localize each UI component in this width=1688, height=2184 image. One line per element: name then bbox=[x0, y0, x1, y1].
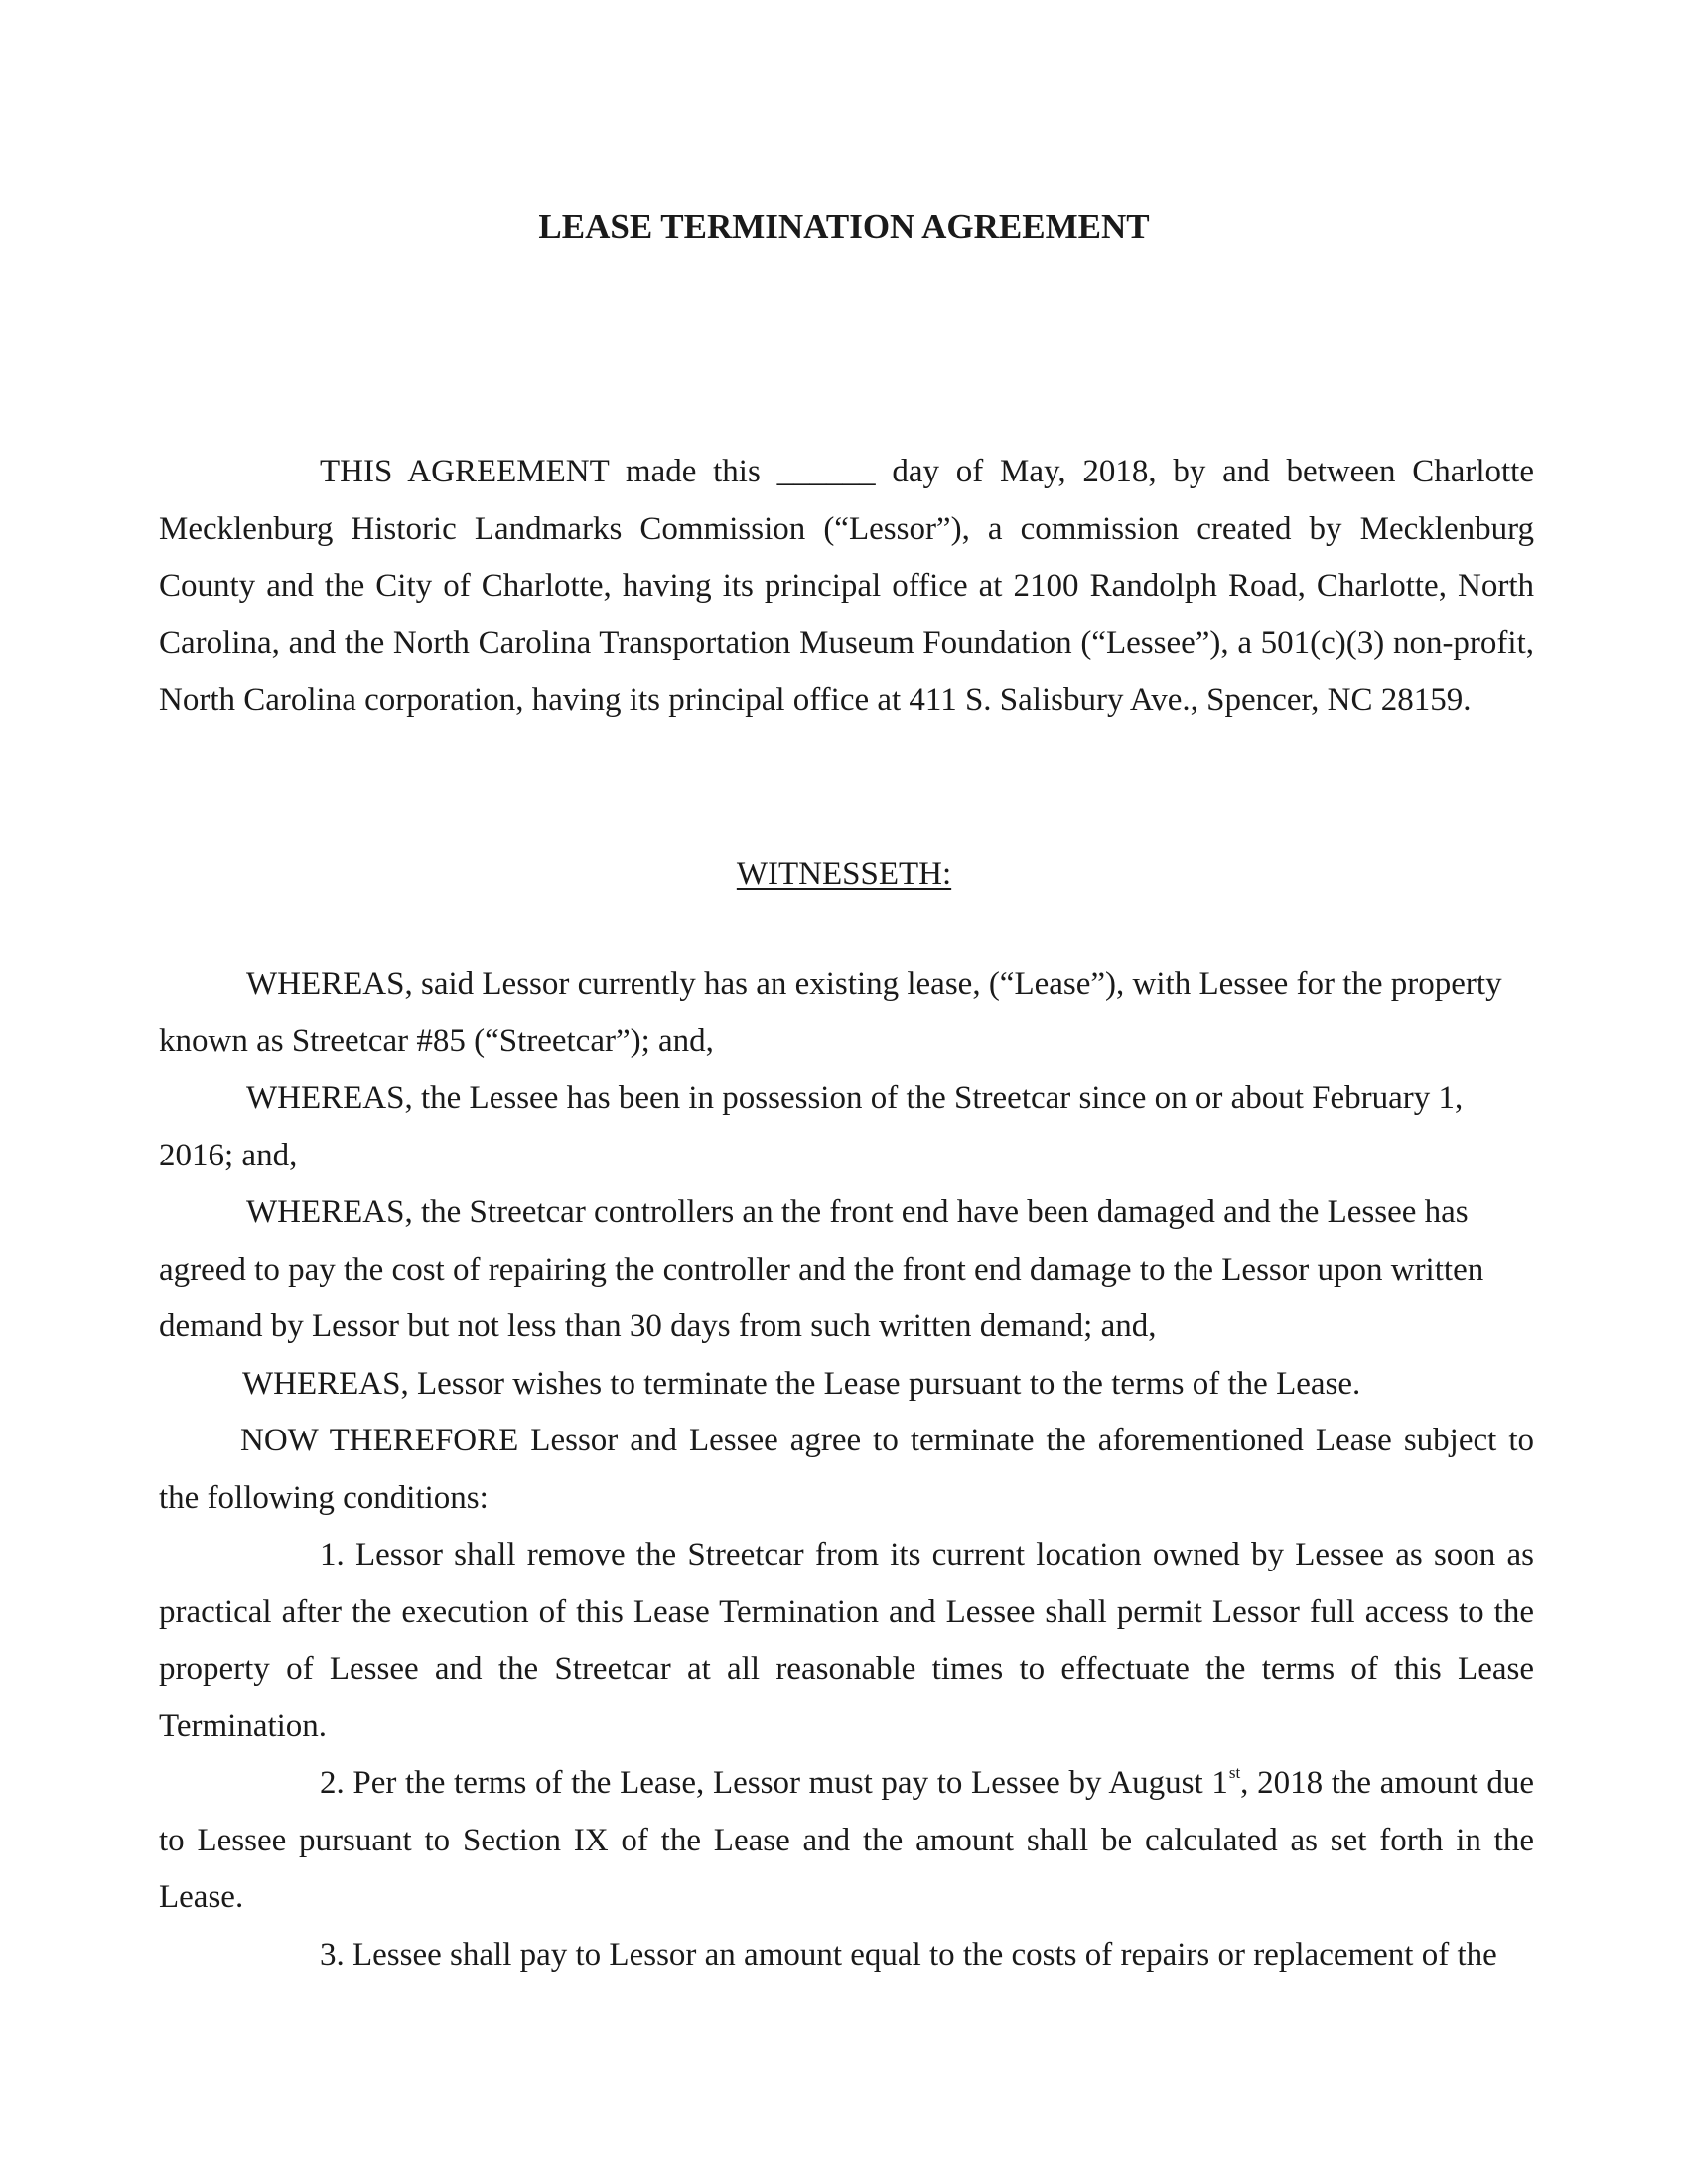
intro-paragraph: THIS AGREEMENT made this ______ day of May, 2018, by and between Charlotte Mecklenburg Historic Landmarks Commission (“Lessor”), a commission created by Mecklenburg County and the City of Charlotte, having its principal office at 2100 Randolph Road, Charlotte, North Carolina, and the North Carolina Transportation Museum Foundation (“Lessee”), a 501(c)(3) non-profit, North Carolina corporation, having its principal office at 411 S. Salisbury Ave., Spencer, NC 28159. bbox=[159, 454, 1534, 718]
ordinal-superscript: st bbox=[1228, 1763, 1241, 1782]
condition-item-2-text-before: 2. Per the terms of the Lease, Lessor must pay to Lessee by August 1 bbox=[320, 1765, 1228, 1801]
document-title: LEASE TERMINATION AGREEMENT bbox=[538, 207, 1150, 246]
whereas-clause-1: WHEREAS, said Lessor currently has an existing lease, (“Lease”), with Lessee for the property known as Streetcar #85 (“Streetcar”); and, bbox=[159, 966, 1502, 1059]
whereas-clause-4: WHEREAS, Lessor wishes to terminate the Lease pursuant to the terms of the Lease. bbox=[242, 1365, 1361, 1402]
condition-item-1: 1. Lessor shall remove the Streetcar from its current location owned by Lessee as soon as practical after the execution of this Lease Termination and Lessee shall permit Lessor full access to the property of Lessee and the Streetcar at all reasonable times to effectuate the terms of this Lease Termination. bbox=[159, 1537, 1534, 1744]
condition-item-3: 3. Lessee shall pay to Lessor an amount equal to the costs of repairs or replacement of the bbox=[320, 1936, 1497, 1973]
whereas-clause-3: WHEREAS, the Streetcar controllers an the front end have been damaged and the Lessee has agreed to pay the cost of repairing the controller and the front end damage to the Lessor upon written demand by Lessor but not less than 30 days from such written demand; and, bbox=[159, 1194, 1484, 1344]
condition-item-2 bbox=[159, 1755, 1534, 1927]
now-therefore-paragraph: NOW THEREFORE Lessor and Lessee agree to terminate the aforementioned Lease subject to the following conditions: bbox=[159, 1423, 1534, 1516]
witnesseth-heading: WITNESSETH: bbox=[736, 856, 952, 891]
whereas-clause-2: WHEREAS, the Lessee has been in possession of the Streetcar since on or about February 1, 2016; and, bbox=[159, 1080, 1464, 1173]
recitals-section bbox=[159, 956, 1534, 1983]
condition-item-2-text-after: , 2018 the amount due to Lessee pursuant to Section IX of the Lease and the amount shall be calculated as set forth in the Lease. bbox=[159, 1765, 1534, 1915]
